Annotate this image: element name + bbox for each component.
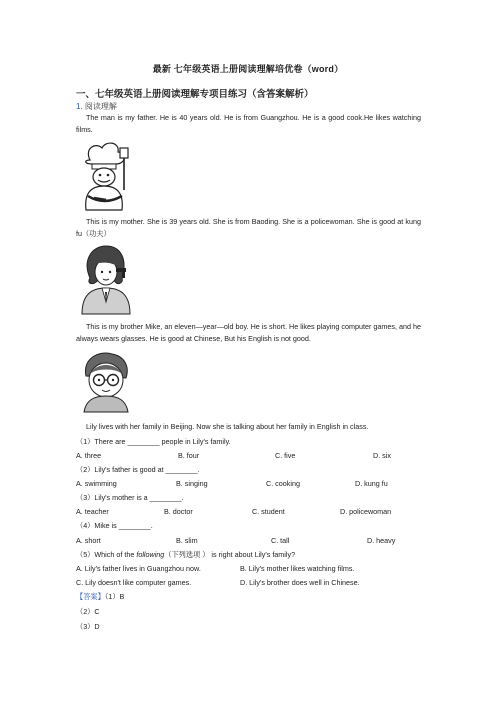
q5-option-d: D. Lily's brother does well in Chinese. bbox=[240, 578, 360, 587]
section-heading: 一、七年级英语上册阅读理解专项目练习（含答案解析） bbox=[76, 89, 314, 100]
q5-option-b: B. Lily's mother likes watching films. bbox=[240, 564, 355, 573]
boy-with-glasses-illustration bbox=[76, 350, 136, 412]
q4-option-c: C. tall bbox=[271, 536, 290, 545]
paragraph-lily: Lily lives with her family in Beijing. Now she is talking about her family in English in class. bbox=[86, 422, 369, 431]
policewoman-illustration bbox=[76, 244, 136, 314]
q1-option-d: D. six bbox=[373, 451, 391, 460]
answer-line-1 bbox=[76, 592, 124, 602]
chef-illustration bbox=[76, 140, 134, 210]
answer-1: （1）B bbox=[104, 592, 125, 601]
question-5-stem bbox=[76, 550, 295, 560]
q4-option-a: A. short bbox=[76, 536, 101, 545]
question-1-stem: （1）There are ________ people in Lily's family. bbox=[76, 437, 231, 446]
q2-option-b: B. singing bbox=[176, 479, 208, 488]
q5-italic-word: following bbox=[136, 550, 165, 559]
question-2-stem: （2）Lily's father is good at ________. bbox=[76, 465, 200, 474]
paragraph-father: The man is my father. He is 40 years old. He is from Guangzhou. He is a good cook.He likes watching films. bbox=[76, 113, 421, 134]
answer-3: （3）D bbox=[76, 622, 100, 631]
paragraph-brother: This is my brother Mike, an eleven—year—old boy. He is short. He likes playing computer games, and he always wears glasses. He is good at Chinese, But his English is not good. bbox=[76, 322, 421, 343]
q5-suffix: （下列选项 ） is right about Lily's family? bbox=[164, 550, 296, 559]
q1-option-b: B. four bbox=[178, 451, 200, 460]
question-3-stem: （3）Lily's mother is a ________. bbox=[76, 493, 184, 502]
question-heading bbox=[76, 101, 117, 112]
q1-option-a: A. three bbox=[76, 451, 102, 460]
question-number: 1. bbox=[76, 102, 83, 111]
q2-option-a: A. swimming bbox=[76, 479, 117, 488]
q3-option-c: C. student bbox=[252, 507, 285, 516]
question-4-stem: （4）Mike is ________. bbox=[76, 521, 153, 530]
q5-prefix: （5）Which of the bbox=[76, 550, 137, 559]
q5-option-c: C. Lily doesn't like computer games. bbox=[76, 578, 192, 587]
question-heading-text: 阅读理解 bbox=[84, 102, 117, 111]
q3-option-d: D. policewoman bbox=[340, 507, 392, 516]
q4-option-d: D. heavy bbox=[367, 536, 396, 545]
q2-option-c: C. cooking bbox=[266, 479, 300, 488]
answer-2: （2）C bbox=[76, 607, 100, 616]
q4-option-b: B. slim bbox=[176, 536, 198, 545]
answer-label: 【答案】 bbox=[76, 592, 105, 601]
q1-option-c: C. five bbox=[275, 451, 296, 460]
paragraph-mother: This is my mother. She is 39 years old. She is from Baoding. She is a policewoman. She is good at kung fu（功夫） bbox=[76, 217, 421, 238]
document-title: 最新 七年级英语上册阅读理解培优卷（word） bbox=[152, 64, 344, 74]
q2-option-d: D. kung fu bbox=[355, 479, 388, 488]
q3-option-b: B. doctor bbox=[164, 507, 193, 516]
q3-option-a: A. teacher bbox=[76, 507, 109, 516]
q5-option-a: A. Lily's father lives in Guangzhou now. bbox=[76, 564, 201, 573]
